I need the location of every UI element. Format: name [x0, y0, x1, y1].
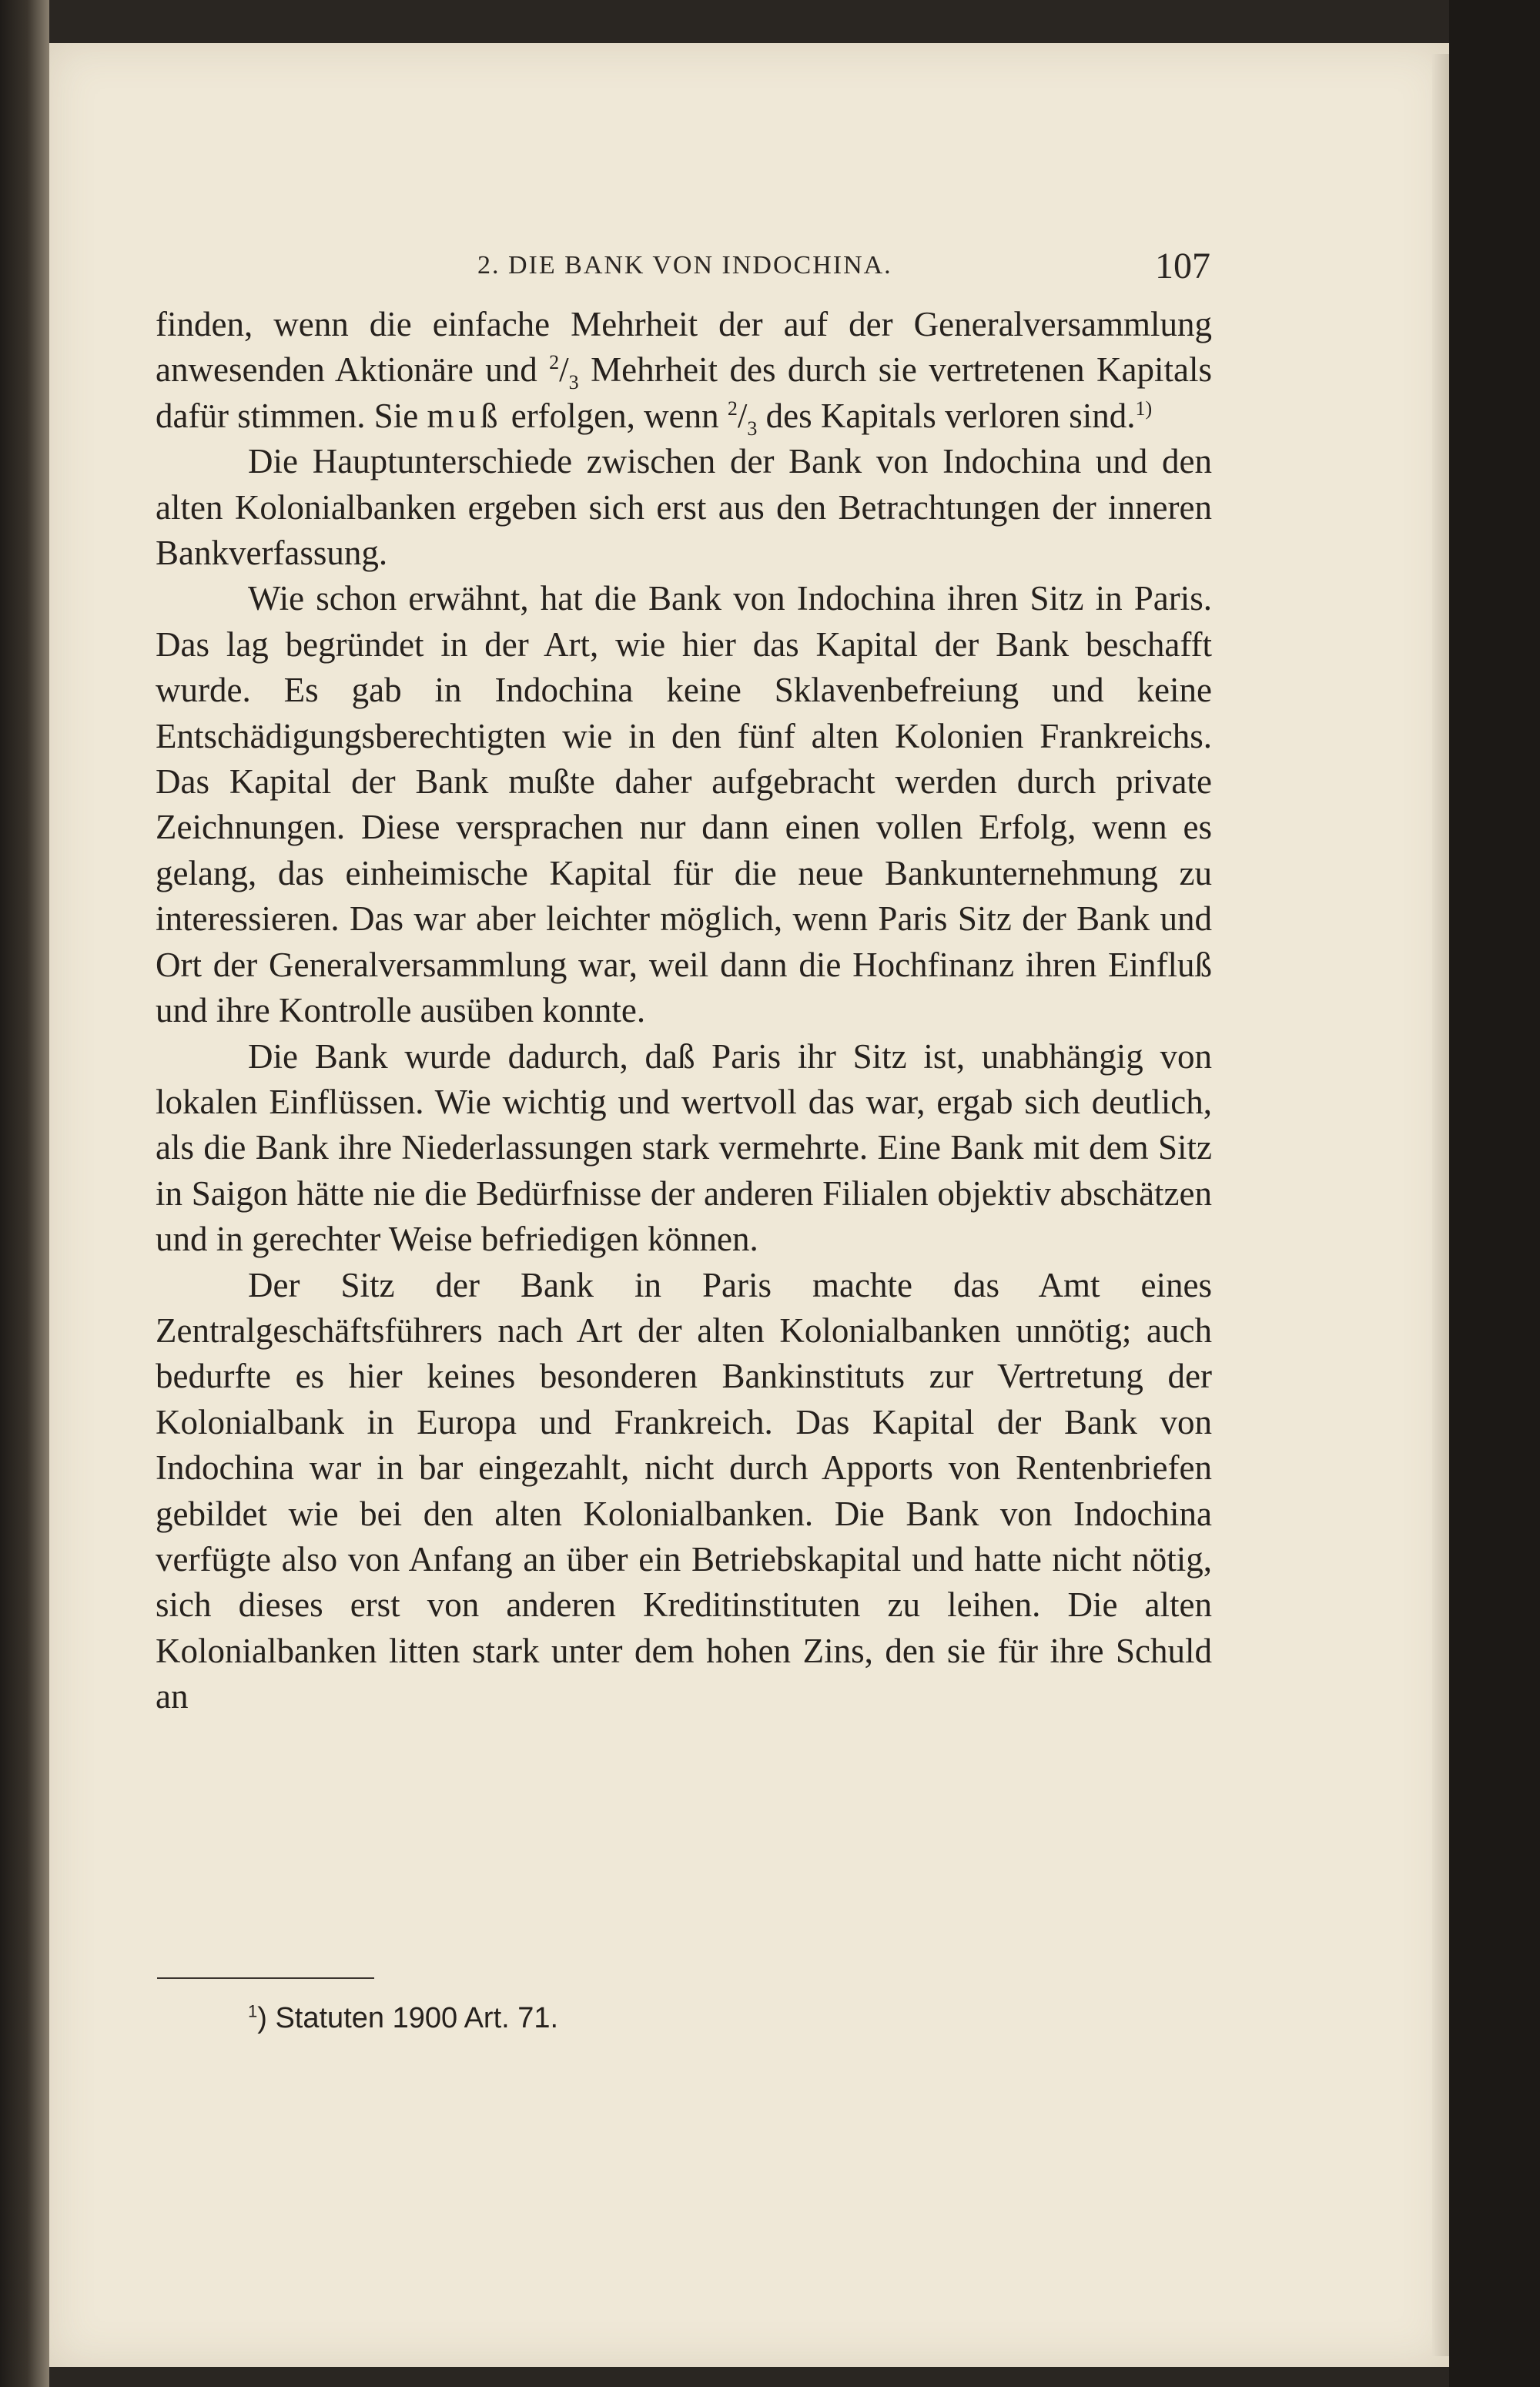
- footnote-reference[interactable]: 1): [1135, 397, 1153, 420]
- footnote-divider: [157, 1977, 374, 1979]
- fraction: $^2/_3$: [727, 396, 758, 440]
- body-text: [156, 302, 1212, 1720]
- page-edge: [1432, 54, 1449, 2356]
- page-number: 107: [1155, 246, 1210, 286]
- footnote: [248, 2002, 558, 2035]
- book-gutter: [0, 0, 49, 2387]
- paragraph: Wie schon erwähnt, hat die Bank von Indochina ihren Sitz in Paris. Das lag begründet in der Art, wie hier das Kapital der Bank beschafft wurde. Es gab in Indochina keine Sklavenbefreiung und keine Entschädigungsberechtigten wie in den fünf alten Kolonien Frankreichs. Das Kapital der Bank mußte daher aufgebracht werden durch private Zeichnungen. Diese versprachen nur dann einen vollen Erfolg, wenn es gelang, das einheimische Kapital für die neue Bankunternehmung zu interessieren. Das war aber leichter möglich, wenn Paris Sitz der Bank und Ort der Generalversammlung war, weil dann die Hochfinanz ihren Einfluß und ihre Kontrolle ausüben konnte.: [156, 579, 1212, 1030]
- fraction: $^2/_3$: [549, 350, 579, 394]
- paragraph: Die Hauptunterschiede zwischen der Bank von Indochina und den alten Kolonialbanken ergeben sich erst aus den Betrachtungen der inneren Bankverfassung.: [156, 442, 1212, 573]
- running-head: [154, 245, 1224, 291]
- paragraph: Die Bank wurde dadurch, daß Paris ihr Sitz ist, unabhängig von lokalen Einflüssen. Wie wichtig und wertvoll das war, ergab sich deutlich, als die Bank ihre Niederlassungen stark vermehrte. Eine Bank mit dem Sitz in Saigon hätte nie die Bedürfnisse der anderen Filialen objektiv abschätzen und in gerechter Weise befriedigen können.: [156, 1036, 1212, 1259]
- footnote-text: ) Statuten 1900 Art. 71.: [257, 2002, 559, 2034]
- scan-background: [1449, 0, 1540, 2387]
- paragraph: Der Sitz der Bank in Paris machte das Amt eines Zentralgeschäftsführers nach Art der alten Kolonialbanken unnötig; auch bedurfte es hier keines besonderen Bankinstituts zur Vertretung der Kolonialbank in Europa und Frankreich. Das Kapital der Bank von Indochina war in bar eingezahlt, nicht durch Apports von Rentenbriefen gebildet wie bei den alten Kolonialbanken. Die Bank von Indochina verfügte also von Anfang an über ein Betriebskapital und hatte nicht nötig, sich dieses erst von anderen Kreditinstituten zu leihen. Die alten Kolonialbanken litten stark unter dem hohen Zins, den sie für ihre Schuld an: [156, 1265, 1212, 1716]
- emphasis: muß: [427, 396, 503, 435]
- paragraph: finden, wenn die einfache Mehrheit der auf der Generalversammlung anwesenden Aktionäre und $^2/_3$ Mehrheit des durch sie vertretenen Kapitals dafür stimmen. Sie muß erfolgen, wenn $^2/_3$ des Kapitals verloren sind.$^{1)}$: [156, 305, 1212, 440]
- running-title: 2. DIE BANK VON INDOCHINA.: [477, 251, 892, 280]
- footnote-marker: 1: [248, 2001, 258, 2021]
